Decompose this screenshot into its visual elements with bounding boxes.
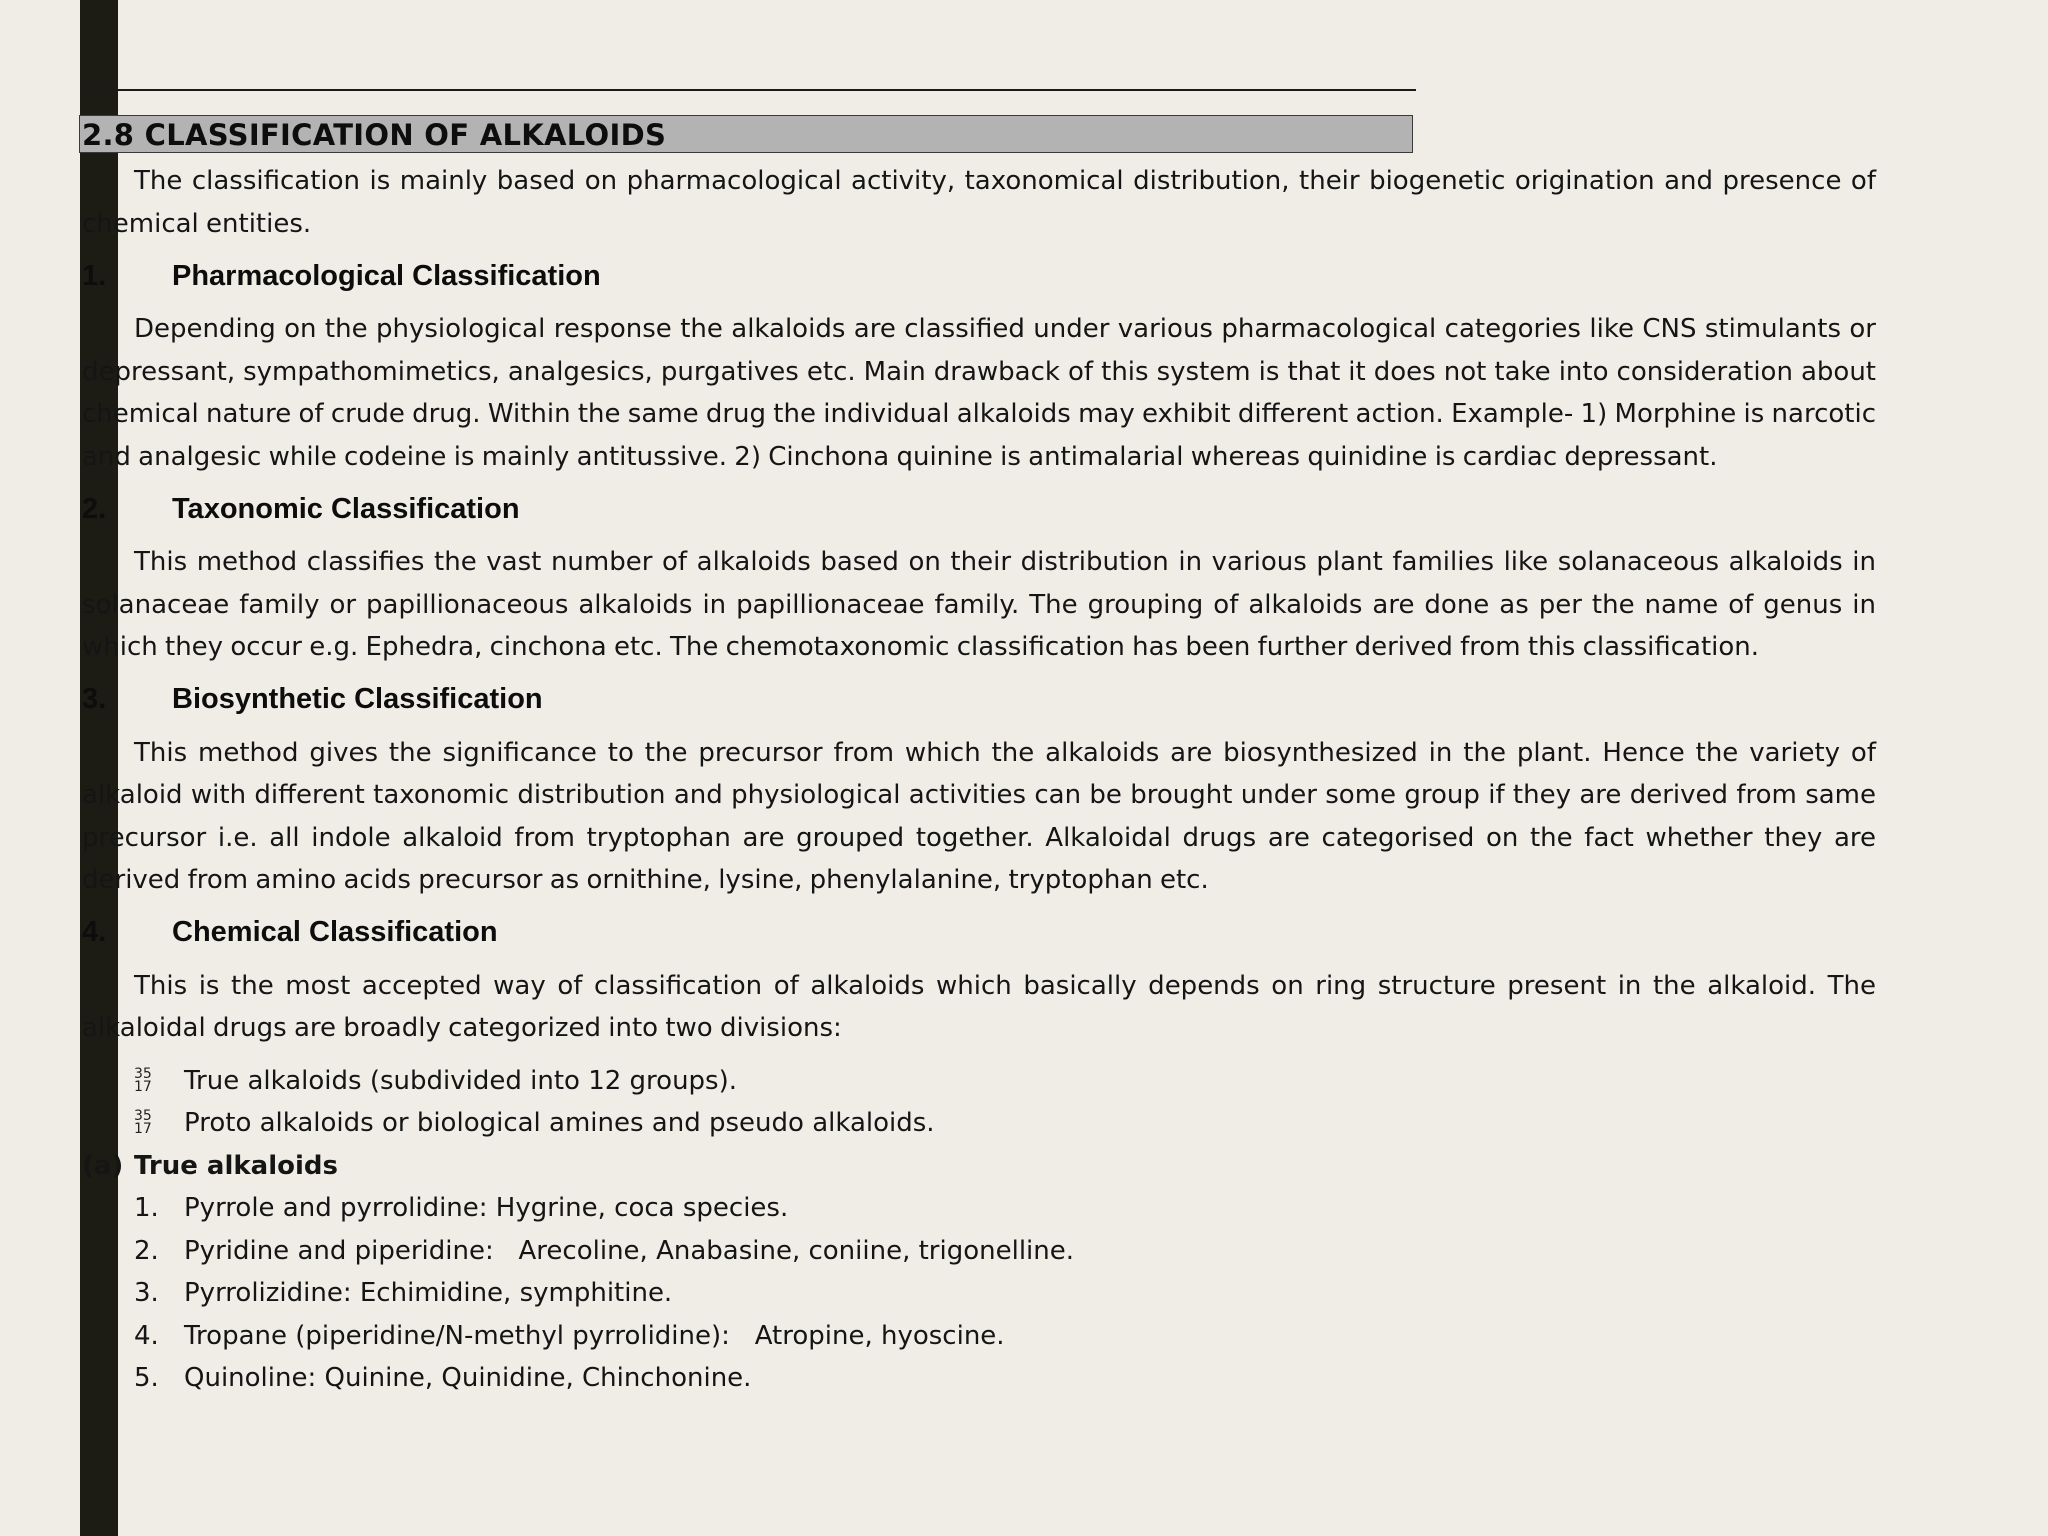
heading-title: Taxonomic Classification	[172, 492, 520, 525]
list-number: 5.	[134, 1363, 159, 1394]
divisions-list	[82, 1060, 1876, 1145]
heading-title: Pharmacological Classification	[172, 259, 601, 292]
marker-top: 35	[134, 1065, 152, 1082]
pharmacological-heading	[82, 256, 1876, 296]
taxonomic-paragraph: This method classifies the vast number of alkaloids based on their distribution in various plant families like solanaceous alkaloids in solanaceae family or papillionaceous alkaloids in papillionaceae family. The grouping of alkaloids are done as per the name of genus in which they occur e.g. Ephedra, cinchona etc. The chemotaxonomic classification has been further derived from this classification.	[82, 547, 1876, 662]
list-number: 1.	[134, 1193, 159, 1224]
heading-number: 3.	[82, 683, 107, 715]
bullet-marker	[134, 1110, 184, 1136]
intro-paragraph: The classification is mainly based on pharmacological activity, taxonomical distribution, their biogenetic origination and presence of chemical entities.	[82, 166, 1876, 239]
true-alkaloids-list	[82, 1187, 1876, 1400]
list-number: 4.	[134, 1320, 159, 1351]
list-item-text: Tropane (piperidine/N-methyl pyrrolidine): Atropine, hyoscine.	[184, 1320, 1005, 1351]
chemical-heading	[82, 913, 1876, 953]
heading-title: Chemical Classification	[172, 916, 498, 948]
list-item-text: Proto alkaloids or biological amines and pseudo alkaloids.	[184, 1108, 935, 1139]
marker-top: 35	[134, 1108, 152, 1125]
marker-bottom: 17	[134, 1078, 152, 1095]
bullet-marker	[134, 1065, 184, 1095]
taxonomic-heading	[82, 489, 1876, 529]
list-item	[82, 1272, 1876, 1315]
page-content	[82, 160, 1876, 1400]
section-heading: 2.8 CLASSIFICATION OF ALKALOIDS	[79, 115, 1413, 153]
marker-bottom: 17	[134, 1121, 152, 1138]
chemical-paragraph: This is the most accepted way of classification of alkaloids which basically depends on ring structure present in the alkaloid. The alkaloidal drugs are broadly categorized into two divisions:	[82, 970, 1876, 1043]
list-item	[82, 1230, 1876, 1273]
list-item	[82, 1102, 1876, 1145]
list-item-text: Pyrrolizidine: Echimidine, symphitine.	[184, 1278, 673, 1309]
pharmacological-paragraph: Depending on the physiological response the alkaloids are classified under various pharmacological categories like CNS stimulants or depressant, sympathomimetics, analgesics, purgatives etc. Main drawback of this system is that it does not take into consideration about chemical nature of crude drug. Within the same drug the individual alkaloids may exhibit different action. Example- 1) Morphine is narcotic and analgesic while codeine is mainly antitussive. 2) Cinchona quinine is antimalarial whereas quinidine is cardiac depressant.	[82, 314, 1876, 472]
list-item	[82, 1315, 1876, 1358]
list-number: 3.	[134, 1278, 159, 1309]
list-item-text: Pyrrole and pyrrolidine: Hygrine, coca species.	[184, 1193, 789, 1224]
list-item	[82, 1357, 1876, 1400]
list-item-text: True alkaloids (subdivided into 12 groups).	[184, 1065, 738, 1096]
heading-number: 4.	[82, 916, 107, 948]
list-item-text: Pyridine and piperidine: Arecoline, Anabasine, coniine, trigonelline.	[184, 1235, 1075, 1266]
true-alkaloids-heading	[82, 1145, 1876, 1188]
list-item	[82, 1060, 1876, 1103]
list-item-text: Quinoline: Quinine, Quinidine, Chinchonine.	[184, 1363, 752, 1394]
biosynthetic-heading	[82, 680, 1876, 720]
list-item	[82, 1187, 1876, 1230]
list-number: 2.	[134, 1235, 159, 1266]
sub-label: (a)	[82, 1150, 124, 1181]
heading-number: 2.	[82, 492, 107, 525]
biosynthetic-paragraph: This method gives the significance to the precursor from which the alkaloids are biosynthesized in the plant. Hence the variety of alkaloid with different taxonomic distribution and physiological activities can be brought under some group if they are derived from same precursor i.e. all indole alkaloid from tryptophan are grouped together. Alkaloidal drugs are categorised on the fact whether they are derived from amino acids precursor as ornithine, lysine, phenylalanine, tryptophan etc.	[82, 737, 1876, 895]
heading-number: 1.	[82, 259, 107, 292]
sub-title: True alkaloids	[134, 1150, 338, 1181]
heading-title: Biosynthetic Classification	[172, 683, 543, 715]
top-rule-line	[80, 89, 1416, 91]
